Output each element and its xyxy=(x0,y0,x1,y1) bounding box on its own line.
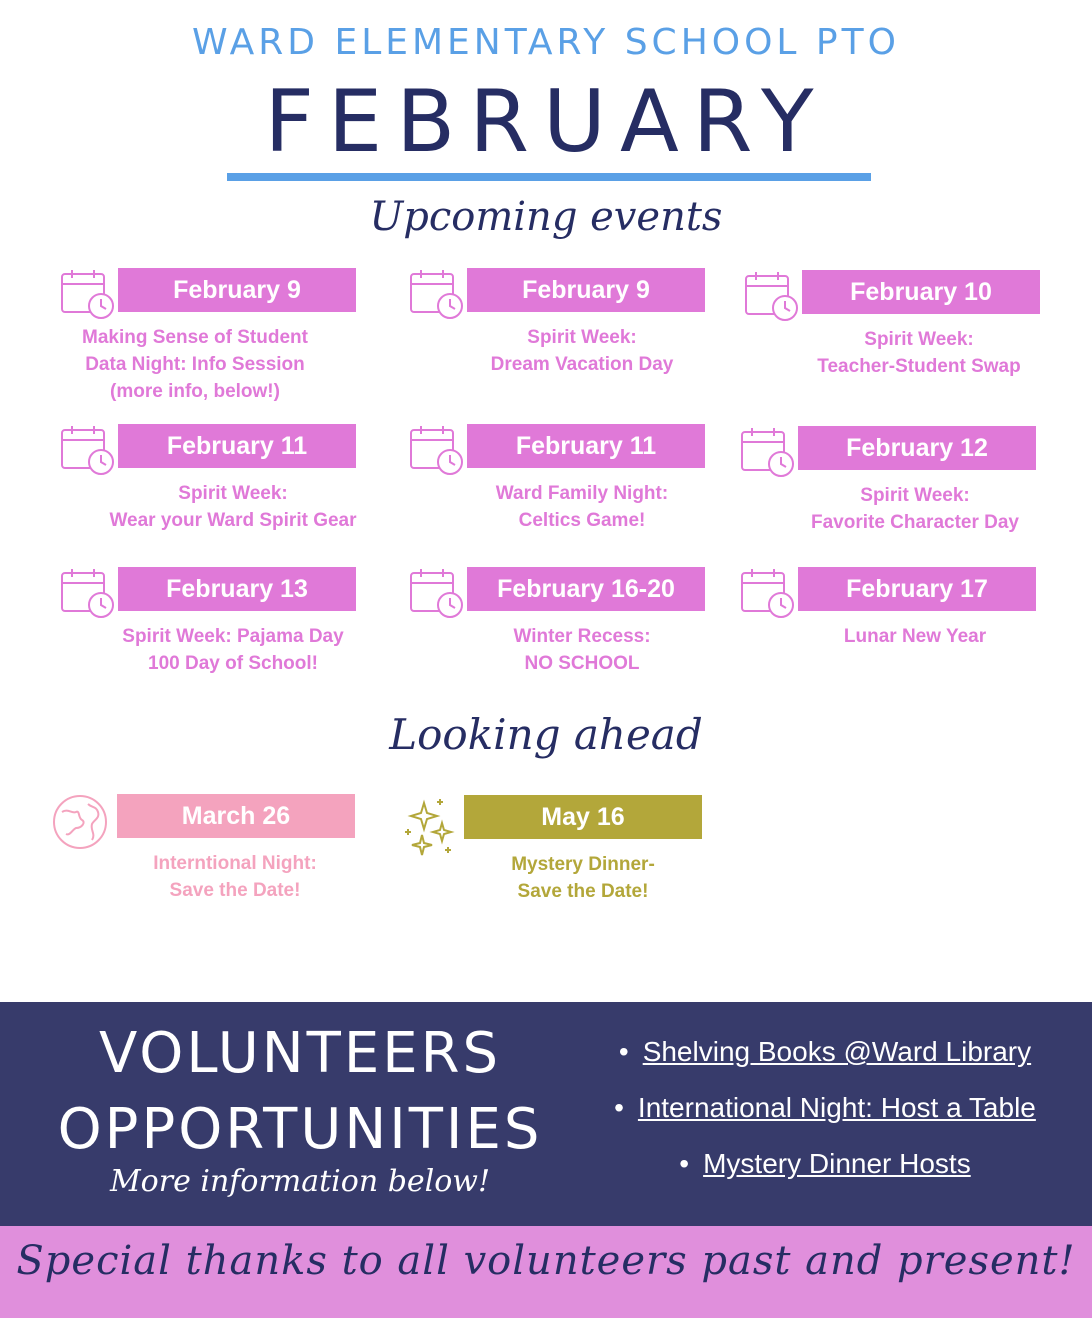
calendar-clock-icon xyxy=(740,426,796,480)
calendar-clock-icon xyxy=(60,567,116,621)
event-card xyxy=(740,567,1070,717)
event-card xyxy=(409,567,739,717)
calendar-clock-icon xyxy=(60,424,116,478)
event-date: February 17 xyxy=(798,567,1036,611)
ahead-description: Interntional Night: Save the Date! xyxy=(153,853,317,901)
event-card xyxy=(744,270,1074,420)
calendar-clock-icon xyxy=(740,567,796,621)
event-description: Spirit Week: Wear your Ward Spirit Gear xyxy=(109,483,357,531)
event-date: February 11 xyxy=(467,424,705,468)
volunteers-title-line1: VOLUNTEERS xyxy=(98,1021,502,1086)
title-underline xyxy=(227,173,871,181)
page-title: FEBRUARY xyxy=(264,72,828,172)
event-card xyxy=(60,567,390,717)
volunteer-link-international-night[interactable]: • International Night: Host a Table xyxy=(614,1092,1036,1123)
event-card xyxy=(409,424,739,574)
globe-icon xyxy=(52,794,108,850)
ahead-date: May 16 xyxy=(464,795,702,839)
bullet-icon: • xyxy=(614,1092,624,1123)
bullet-icon: • xyxy=(618,1036,629,1067)
event-date: February 13 xyxy=(118,567,356,611)
event-date: February 9 xyxy=(118,268,356,312)
volunteer-link-mystery-dinner[interactable]: • Mystery Dinner Hosts xyxy=(679,1148,971,1179)
ahead-card xyxy=(404,795,734,935)
event-date: February 12 xyxy=(798,426,1036,470)
ahead-date: March 26 xyxy=(117,794,355,838)
org-name: WARD ELEMENTARY SCHOOL PTO xyxy=(192,22,900,63)
event-card xyxy=(409,268,739,418)
event-card xyxy=(60,268,390,418)
event-description: Making Sense of Student Data Night: Info Session (more info, below!) xyxy=(82,327,308,402)
event-description: Ward Family Night: Celtics Game! xyxy=(495,483,669,531)
calendar-clock-icon xyxy=(409,424,465,478)
bullet-icon: • xyxy=(679,1148,690,1179)
event-date: February 16-20 xyxy=(467,567,705,611)
event-description: Spirit Week: Favorite Character Day xyxy=(810,485,1020,533)
calendar-clock-icon xyxy=(744,270,800,324)
event-description: Lunar New Year xyxy=(843,626,987,647)
upcoming-events-heading: Upcoming events xyxy=(369,194,723,240)
event-date: February 10 xyxy=(802,270,1040,314)
ahead-card xyxy=(52,794,382,934)
ahead-description: Mystery Dinner- Save the Date! xyxy=(511,854,655,902)
event-description: Spirit Week: Pajama Day 100 Day of School! xyxy=(122,626,344,674)
event-card xyxy=(60,424,390,574)
volunteers-title-line2: OPPORTUNITIES xyxy=(57,1097,543,1162)
event-card xyxy=(740,426,1070,576)
calendar-clock-icon xyxy=(409,268,465,322)
calendar-clock-icon xyxy=(60,268,116,322)
event-date: February 11 xyxy=(118,424,356,468)
looking-ahead-heading: Looking ahead xyxy=(389,710,703,759)
volunteers-more-info: More information below! xyxy=(109,1164,491,1199)
event-date: February 9 xyxy=(467,268,705,312)
thanks-message: Special thanks to all volunteers past and present! xyxy=(16,1238,1076,1284)
event-description: Spirit Week: Teacher-Student Swap xyxy=(817,329,1021,377)
volunteer-link-shelving[interactable]: • Shelving Books @Ward Library xyxy=(618,1036,1032,1067)
calendar-clock-icon xyxy=(409,567,465,621)
event-description: Winter Recess: NO SCHOOL xyxy=(513,626,651,674)
event-description: Spirit Week: Dream Vacation Day xyxy=(490,327,674,375)
